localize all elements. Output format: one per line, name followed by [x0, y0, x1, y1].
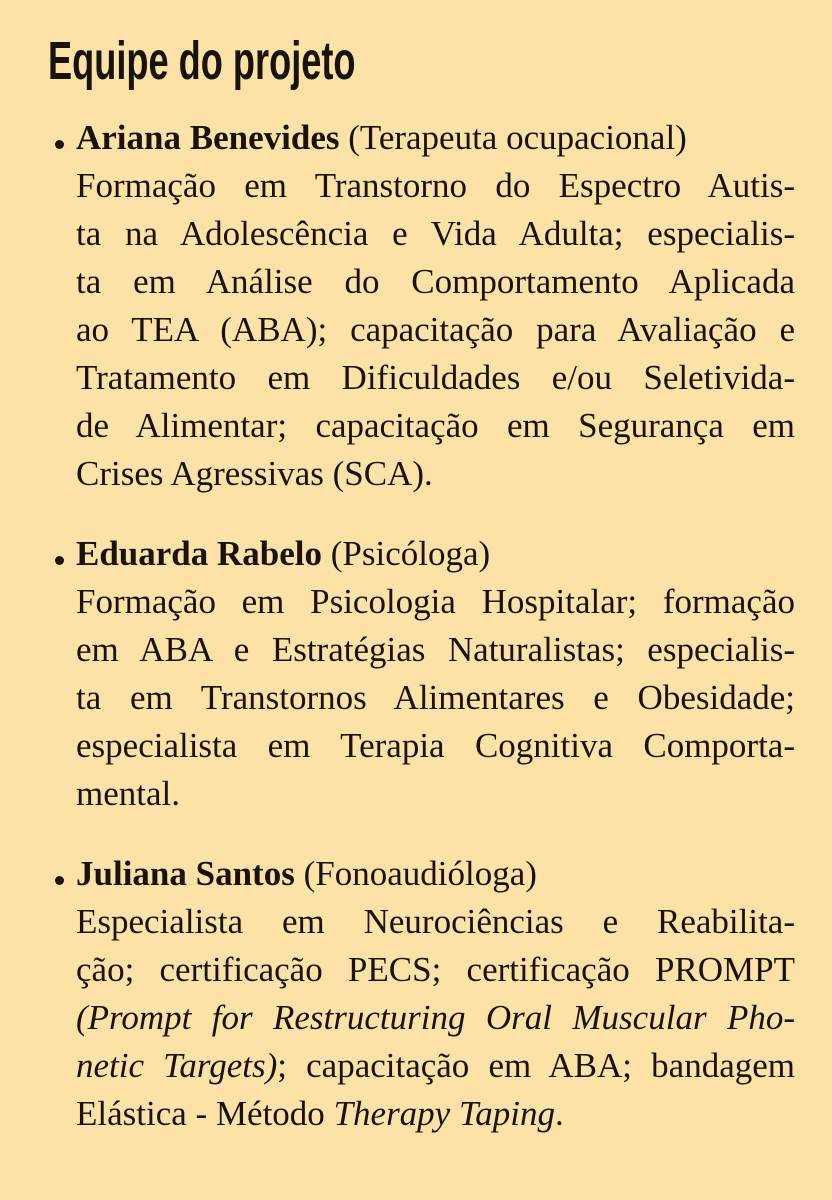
- text-segment: Tratamento em Dificuldades e/ou Seletivida-: [76, 358, 795, 397]
- text-segment: ta em Análise do Comportamento Aplicada: [76, 262, 795, 301]
- text-segment: mental.: [76, 774, 180, 813]
- member-description: [76, 578, 795, 818]
- text-segment: ao TEA (ABA); capacitação para Avaliação e: [76, 310, 795, 349]
- team-member-item: [48, 114, 795, 498]
- member-header: [76, 114, 795, 162]
- bullet-icon: [55, 140, 64, 149]
- description-line: [76, 626, 795, 674]
- page-title: Equipe do projeto: [48, 31, 356, 91]
- description-line: [76, 946, 795, 994]
- description-line: [76, 898, 795, 946]
- description-line: [76, 210, 795, 258]
- text-segment: ta em Transtornos Alimentares e Obesidade;: [76, 678, 795, 717]
- text-segment: Crises Agressivas (SCA).: [76, 454, 433, 493]
- description-line: [76, 722, 795, 770]
- team-list: [48, 114, 795, 1138]
- text-segment: Formação em Psicologia Hospitalar; formação: [76, 582, 795, 621]
- member-header: [76, 850, 795, 898]
- member-description: [76, 898, 795, 1138]
- member-description: [76, 162, 795, 498]
- text-segment: ta na Adolescência e Vida Adulta; especialis-: [76, 214, 795, 253]
- member-header: [76, 530, 795, 578]
- text-segment: .: [554, 1094, 564, 1133]
- text-segment: Especialista em Neurociências e Reabilita-: [76, 902, 795, 941]
- member-body: [76, 530, 795, 818]
- description-line: [76, 578, 795, 626]
- description-line: [76, 450, 795, 498]
- description-line: [76, 994, 795, 1042]
- description-line: [76, 354, 795, 402]
- italic-text-segment: netic Targets): [76, 1046, 278, 1085]
- italic-text-segment: (Prompt for Restructuring Oral Muscular Pho-: [76, 998, 795, 1037]
- description-line: [76, 674, 795, 722]
- bullet-icon: [55, 876, 64, 885]
- text-segment: ção; certificação PECS; certificação PROMPT: [76, 950, 795, 989]
- description-line: [76, 258, 795, 306]
- member-role: (Fonoaudióloga): [303, 854, 537, 893]
- text-segment: em ABA e Estratégias Naturalistas; especialis-: [76, 630, 795, 669]
- description-line: [76, 1090, 795, 1138]
- member-body: [76, 114, 795, 498]
- member-body: [76, 850, 795, 1138]
- member-role: (Psicóloga): [330, 534, 491, 573]
- team-member-item: [48, 850, 795, 1138]
- text-segment: Formação em Transtorno do Espectro Autis-: [76, 166, 795, 205]
- text-segment: de Alimentar; capacitação em Segurança em: [76, 406, 795, 445]
- text-segment: ; capacitação em ABA; bandagem: [277, 1046, 795, 1085]
- bullet-icon: [55, 556, 64, 565]
- member-name: Ariana Benevides: [76, 118, 340, 157]
- member-role: (Terapeuta ocupacional): [348, 118, 687, 157]
- description-line: [76, 162, 795, 210]
- member-name: Juliana Santos: [76, 854, 295, 893]
- description-line: [76, 1042, 795, 1090]
- italic-text-segment: Therapy Taping: [333, 1094, 555, 1133]
- member-name: Eduarda Rabelo: [76, 534, 323, 573]
- description-line: [76, 402, 795, 450]
- team-member-item: [48, 530, 795, 818]
- description-line: [76, 770, 795, 818]
- description-line: [76, 306, 795, 354]
- text-segment: Elástica - Método: [76, 1094, 334, 1133]
- text-segment: especialista em Terapia Cognitiva Comporta-: [76, 726, 795, 765]
